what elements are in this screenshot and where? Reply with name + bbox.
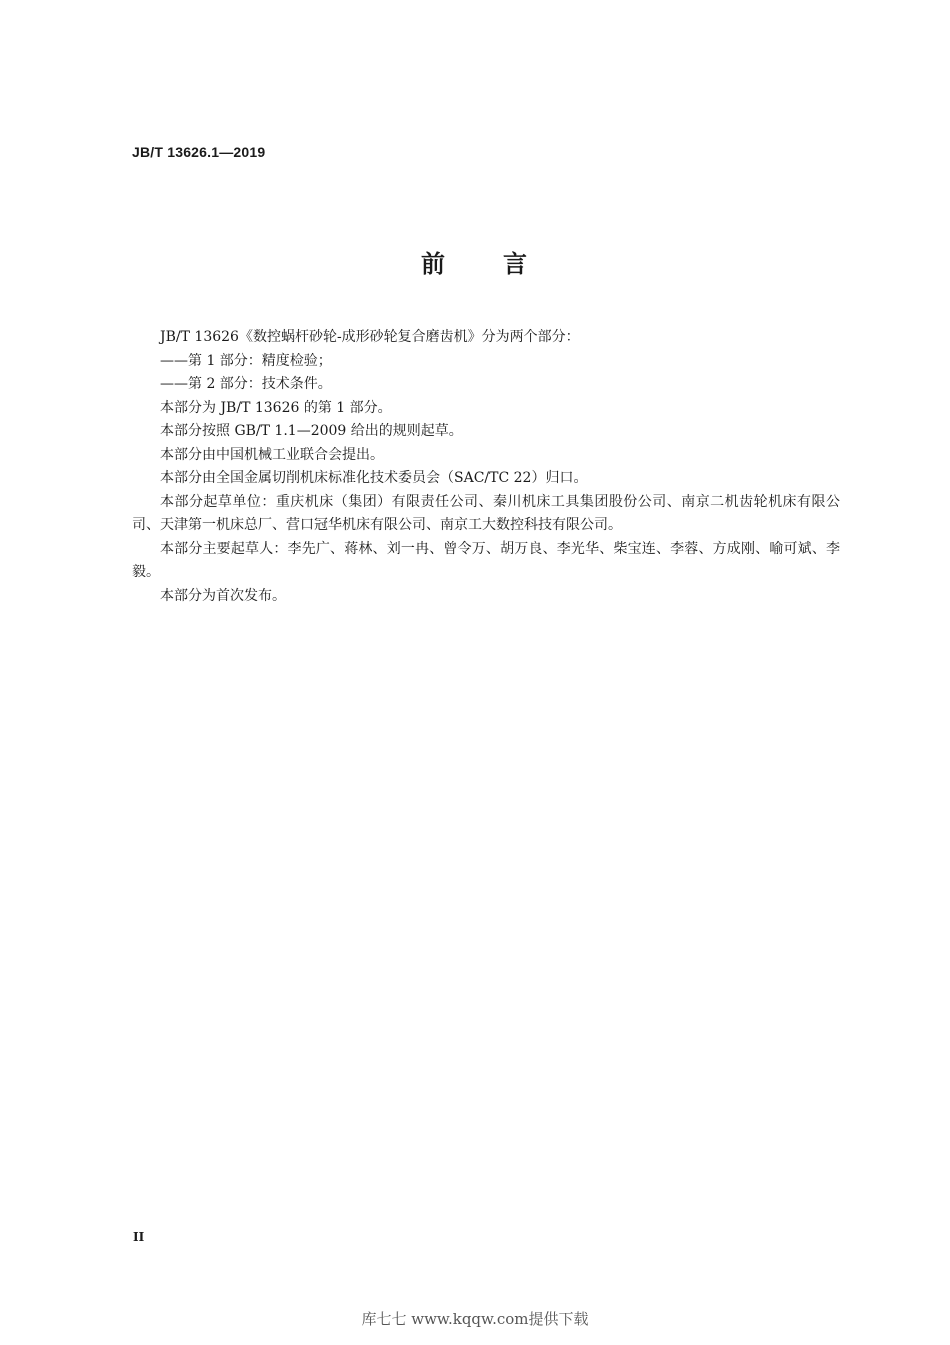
paragraph-scope: 本部分为 JB/T 13626 的第 1 部分。 — [160, 399, 392, 416]
list-item-part-1: ——第 1 部分：精度检验； — [160, 352, 332, 369]
page-title — [0, 244, 950, 279]
paragraph-committee: 本部分由全国金属切削机床标准化技术委员会（SAC/TC 22）归口。 — [160, 470, 588, 486]
title-char-2: 言 — [503, 250, 529, 278]
paragraph-proposer: 本部分由中国机械工业联合会提出。 — [160, 446, 384, 463]
title-char-1: 前 — [421, 250, 447, 278]
page-number: II — [133, 1230, 145, 1244]
list-item-part-2: ——第 2 部分：技术条件。 — [160, 376, 332, 392]
download-watermark: 库七七 www.kqqw.com提供下载 — [361, 1310, 589, 1328]
paragraph-first-release: 本部分为首次发布。 — [160, 587, 286, 604]
standard-code: JB/T 13626.1—2019 — [132, 144, 266, 160]
paragraph-drafting-units: 本部分起草单位：重庆机床（集团）有限责任公司、秦川机床工具集团股份公司、南京二机齿轮机床有限公司、天津第一机床总厂、营口冠华机床有限公司、南京工大数控科技有限公司。 — [132, 493, 840, 533]
paragraph-drafters: 本部分主要起草人：李先广、蒋林、刘一冉、曾令万、胡万良、李光华、柴宝连、李蓉、方成刚、喻可斌、李毅。 — [132, 540, 840, 580]
foreword-body — [132, 326, 840, 608]
paragraph-drafting-rules: 本部分按照 GB/T 1.1—2009 给出的规则起草。 — [160, 423, 463, 439]
paragraph-intro: JB/T 13626《数控蜗杆砂轮-成形砂轮复合磨齿机》分为两个部分： — [160, 329, 580, 345]
